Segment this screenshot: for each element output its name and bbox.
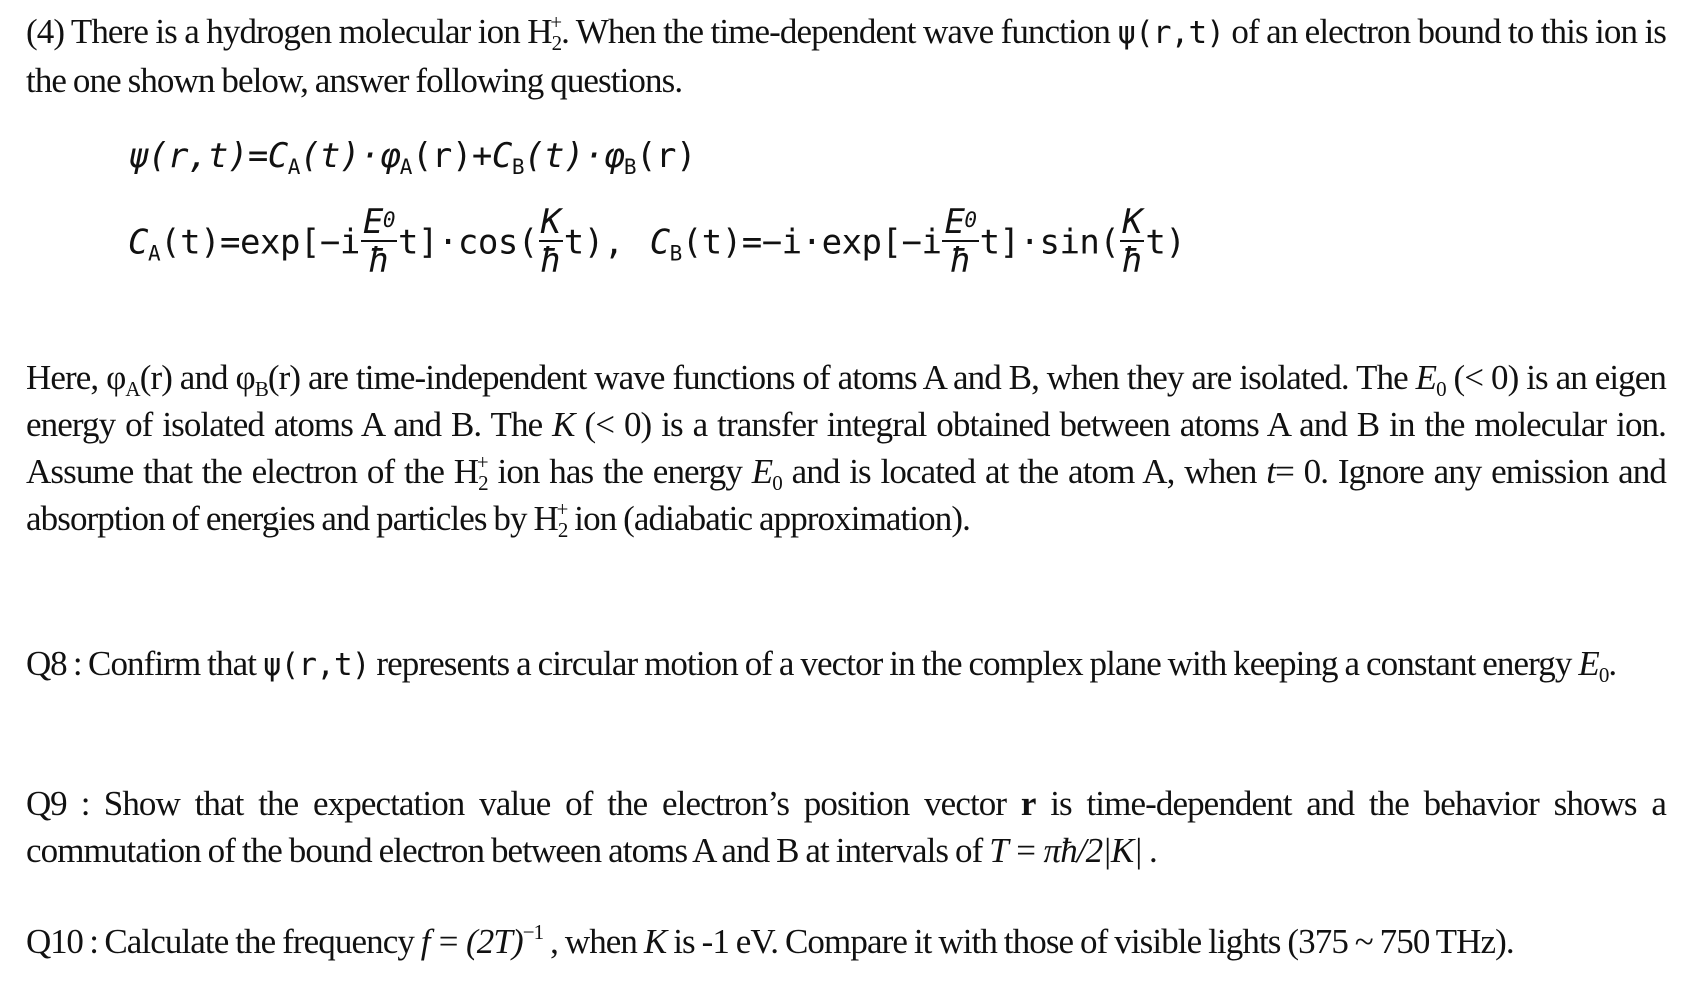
intro-paragraph <box>26 8 1666 104</box>
q10-t2: , when <box>543 922 644 961</box>
frac-hbar: ħ <box>368 241 389 281</box>
eq2-sin-close: t) <box>1145 222 1186 263</box>
eq2-cb: C <box>649 222 670 263</box>
q8-psi: ψ(r,t) <box>262 647 370 683</box>
frac-hbar-3: ħ <box>950 241 971 281</box>
frac-hbar-4: ħ <box>1122 241 1143 281</box>
intro-text-end: of an electron bound to this ion is the one shown below, answer following questions. <box>26 12 1666 100</box>
frac-e0: E <box>362 202 383 242</box>
wavefunction-equation <box>128 136 696 179</box>
frac-e0-sub: 0 <box>382 208 395 232</box>
here-t1: Here, φ <box>26 358 126 397</box>
q9-r-vector: r <box>1020 784 1036 823</box>
q9-t3: . <box>1142 831 1157 870</box>
here-t6: ion has the energy <box>487 452 752 491</box>
eq2-sin: t]·sin( <box>979 222 1120 263</box>
q10-formula-sup: −1 <box>522 920 544 944</box>
q10-k: K <box>643 922 667 961</box>
q10-t1: Calculate the frequency <box>104 922 421 961</box>
e0-over-hbar-fraction-b <box>942 204 978 280</box>
q8-e0: E <box>1578 644 1599 683</box>
here-t7: and is located at the atom A, when <box>781 452 1267 491</box>
here-t8: = 0. Ignore any emission and absorption of energies and particles by H <box>26 452 1667 538</box>
q8-e0-sub: 0 <box>1598 663 1609 687</box>
q9-t2: is time-dependent and the behavior shows a commutation of the bound electron between atoms A and B at intervals of <box>26 784 1666 870</box>
here-t-var: t <box>1266 452 1276 491</box>
here-h2-sup: + <box>556 497 568 521</box>
here-t3: (r) are time-independent wave functions of atoms A and B, when they are isolated. The <box>267 358 1416 397</box>
ion-superscript: + <box>550 10 562 34</box>
eq1-phia-arg: (r)+ <box>411 136 492 176</box>
here-e0-2: E <box>751 452 773 491</box>
eq1-ca-sub: A <box>287 155 300 179</box>
definitions-paragraph <box>26 354 1666 542</box>
here-h-sub: 2 <box>478 471 488 495</box>
psi-symbol: ψ(r,t) <box>1117 15 1224 51</box>
here-t2: (r) and φ <box>139 358 255 397</box>
here-e0-2-sub: 0 <box>772 471 782 495</box>
question-8 <box>26 640 1666 689</box>
intro-text: (4) There is a hydrogen molecular ion H <box>26 12 552 51</box>
k-over-hbar-fraction-b <box>1120 204 1144 280</box>
frac-e0-sub-b: 0 <box>964 208 977 232</box>
here-h2-sub: 2 <box>557 518 568 542</box>
eq2-cos: t]·cos( <box>397 222 538 263</box>
q9-t1: Show that the expectation value of the electron’s position vector <box>103 784 1021 823</box>
here-t5: (< 0) is a transfer integral obtained between atoms A and B in the molecular ion. Assume that the electron of the H <box>26 405 1666 491</box>
eq1-phib-sub: B <box>623 155 636 179</box>
frac-e0-b: E <box>944 202 965 242</box>
intro-text-mid: . When the time-dependent wave function <box>561 12 1118 51</box>
q8-t3: . <box>1608 644 1617 683</box>
frac-k: K <box>540 202 561 242</box>
frac-hbar-2: ħ <box>540 241 561 281</box>
eq2-cos-close: t), <box>563 222 624 263</box>
q10-t3: is -1 eV. Compare it with those of visible lights (375 ~ 750 THz). <box>666 922 1514 961</box>
eq1-phib-arg: (r) <box>636 136 696 176</box>
question-9 <box>26 780 1666 874</box>
q8-t2: represents a circular motion of a vector in the complex plane with keeping a constant energy <box>369 644 1579 683</box>
k-over-hbar-fraction <box>539 204 563 280</box>
q9-label: Q9 : <box>26 784 104 823</box>
q10-frequency-formula: f = (2T) <box>420 922 523 961</box>
coefficient-equations <box>128 202 1186 282</box>
eq1-cb: C <box>491 136 512 176</box>
q10-label: Q10 : <box>26 922 105 961</box>
e0-over-hbar-fraction <box>361 204 397 280</box>
eq2-cb-rest: (t)=−i·exp[−i <box>681 222 942 263</box>
eq2-ca-rest: (t)=exp[−i <box>160 222 360 263</box>
eq1-phia-sub: A <box>399 155 412 179</box>
eq1-ca-arg: (t)·φ <box>299 136 400 176</box>
eq2-cb-sub: B <box>669 241 682 266</box>
here-phia-sub: A <box>125 377 140 401</box>
frac-k-b: K <box>1122 202 1143 242</box>
eq2-ca-sub: A <box>147 241 161 266</box>
eq2-ca: C <box>128 222 148 263</box>
q8-t1: Confirm that <box>88 644 263 683</box>
here-e0: E <box>1415 358 1437 397</box>
eq1-cb-sub: B <box>511 155 524 179</box>
eq1-lhs: ψ(r,t)= <box>128 136 268 176</box>
here-t9: ion (adiabatic approximation). <box>567 499 970 538</box>
question-10 <box>26 918 1666 965</box>
ion-subscript: 2 <box>551 31 562 55</box>
q8-label: Q8 : <box>26 644 89 683</box>
q9-period-formula: T = πħ/2|K| <box>989 831 1143 870</box>
here-t4: (< 0) is an eigen energy of isolated atoms A and B. The <box>26 358 1666 444</box>
here-phib-sub: B <box>254 377 268 401</box>
here-h-sup: + <box>476 450 488 474</box>
here-k: K <box>552 405 575 444</box>
eq1-cb-arg: (t)·φ <box>523 136 624 176</box>
eq1-ca: C <box>267 136 288 176</box>
here-e0-sub: 0 <box>1436 377 1446 401</box>
